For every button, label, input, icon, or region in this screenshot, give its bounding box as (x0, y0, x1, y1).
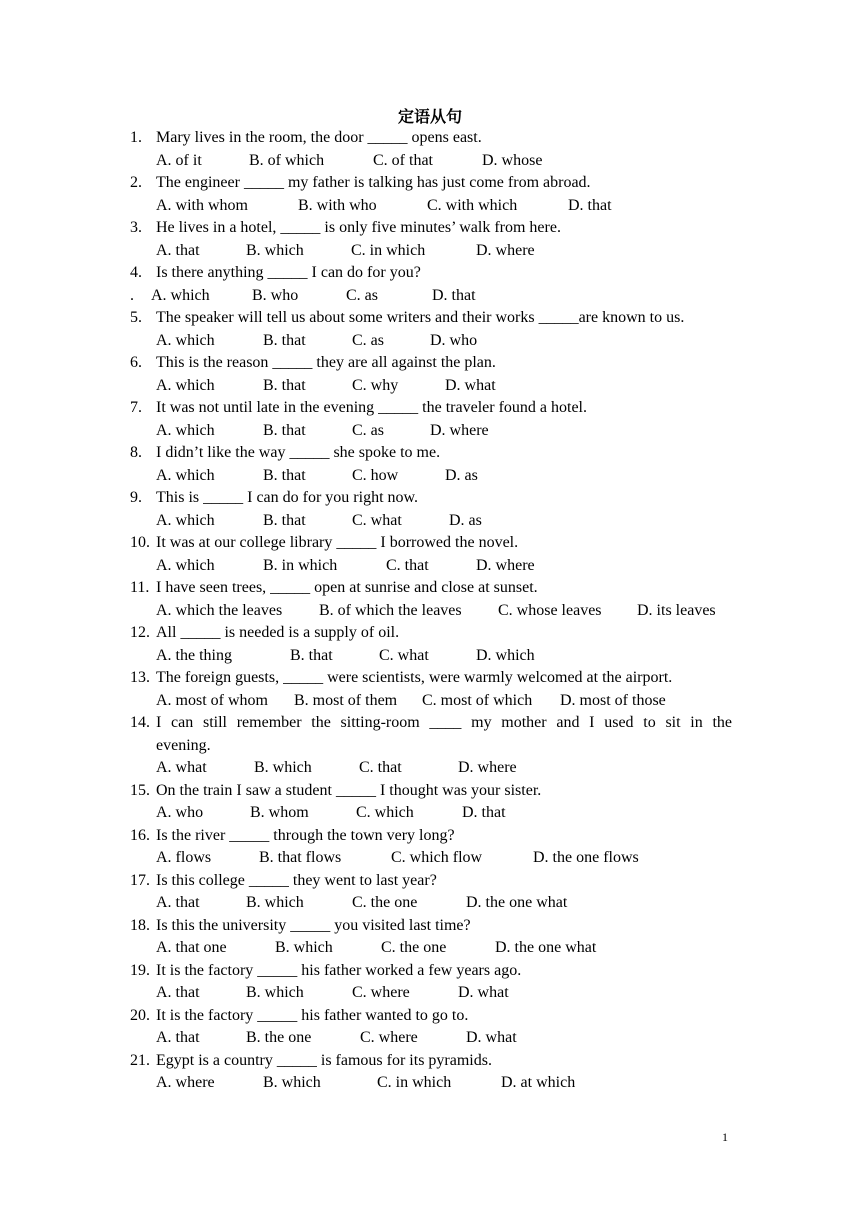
question-number: 3. (130, 219, 142, 236)
option-c: C. which (356, 804, 414, 821)
options-line (0, 757, 860, 780)
option-b: B. of which the leaves (319, 601, 462, 619)
option-c: C. most of which (422, 691, 533, 709)
options-line (0, 150, 860, 173)
answer-options (156, 330, 856, 353)
options-line (0, 892, 860, 915)
question-text: I can still remember the sitting-room ____ my mother and I used to sit in the (156, 714, 732, 731)
option-c: C. as (346, 286, 378, 304)
option-a: A. most of whom (156, 691, 268, 709)
question-number: 11. (130, 579, 150, 596)
option-a: A. flows (156, 849, 212, 866)
option-d: D. what (458, 984, 509, 1001)
option-d: D. what (445, 376, 496, 394)
question-text: It is the factory _____ his father worked a few years ago. (156, 961, 522, 979)
option-a: A. who (156, 804, 204, 821)
answer-options (156, 240, 856, 263)
answer-options (156, 420, 856, 443)
answer-options (156, 375, 856, 398)
option-d: D. whose (482, 151, 543, 169)
question-number: 12. (130, 624, 150, 641)
option-c: C. what (352, 511, 402, 529)
question-text: Is this college _____ they went to last year? (156, 871, 437, 889)
option-a: A. which (156, 556, 215, 574)
option-d: D. that (568, 196, 612, 214)
option-a: A. the thing (156, 646, 232, 664)
answer-options (156, 600, 856, 623)
option-d: D. as (445, 466, 478, 484)
option-a: A. which (156, 421, 215, 439)
option-b: B. which (246, 894, 304, 911)
option-a: A. that one (156, 939, 227, 956)
option-c: C. with which (427, 196, 518, 214)
option-c: C. the one (381, 939, 447, 956)
options-line (0, 600, 860, 623)
option-c: C. that (386, 556, 429, 574)
question-number: 20. (130, 1006, 150, 1024)
question-line (0, 487, 860, 510)
question-number: 8. (130, 444, 142, 461)
option-c: C. whose leaves (498, 601, 602, 619)
question-line (0, 780, 860, 803)
question-number: 15. (130, 781, 150, 799)
question-line (0, 577, 860, 600)
question-line (0, 712, 860, 735)
answer-options (156, 465, 856, 488)
options-line (0, 240, 860, 263)
options-line (0, 375, 860, 398)
question-text: This is the reason _____ they are all against the plan. (156, 354, 496, 371)
options-line (0, 510, 860, 533)
option-a: A. that (156, 894, 200, 911)
answer-options (156, 555, 856, 578)
option-d: D. as (449, 511, 482, 529)
answer-options (156, 1072, 856, 1095)
answer-options (156, 847, 856, 870)
option-b: B. that (290, 646, 333, 664)
option-a: A. that (156, 1029, 200, 1046)
option-a: A. what (156, 759, 207, 776)
option-d: D. that (432, 286, 476, 304)
option-b: B. the one (246, 1029, 312, 1046)
option-b: B. in which (263, 556, 338, 574)
question-text: The foreign guests, _____ were scientists, were warmly welcomed at the airport. (156, 669, 673, 686)
answer-options (156, 645, 856, 668)
answer-options (156, 892, 856, 915)
question-number: 6. (130, 354, 142, 371)
option-c: C. where (360, 1029, 418, 1046)
question-text: It was not until late in the evening _____ the traveler found a hotel. (156, 399, 587, 416)
answer-options (156, 150, 856, 173)
question-number: 19. (130, 961, 150, 979)
option-c: C. as (352, 421, 384, 439)
question-text: I didn’t like the way _____ she spoke to me. (156, 444, 441, 461)
question-number: 7. (130, 399, 142, 416)
option-c: C. why (352, 376, 399, 394)
question-number: 10. (130, 534, 150, 551)
answer-options (156, 195, 856, 218)
question-line (0, 915, 860, 938)
question-text: Is the river _____ through the town very long? (156, 826, 455, 844)
options-line (0, 645, 860, 668)
option-b: B. which (246, 984, 304, 1001)
options-line (0, 937, 860, 960)
answer-options (156, 510, 856, 533)
option-b: B. that (263, 511, 306, 529)
question-line (0, 397, 860, 420)
options-line (0, 330, 860, 353)
option-c: C. of that (373, 151, 433, 169)
question-text: It was at our college library _____ I borrowed the novel. (156, 534, 519, 551)
question-number: 9. (130, 489, 142, 506)
option-b: B. which (254, 759, 312, 776)
option-b: B. that (263, 331, 306, 349)
question-text: He lives in a hotel, _____ is only five minutes’ walk from here. (156, 219, 561, 236)
option-b: B. which (275, 939, 333, 956)
option-d: D. where (476, 241, 535, 259)
answer-options (151, 285, 851, 308)
question-text: The speaker will tell us about some writers and their works _____are known to us. (156, 309, 685, 326)
option-d: D. the one flows (533, 849, 639, 866)
option-c: C. the one (352, 894, 418, 911)
option-b: B. most of them (294, 691, 398, 709)
question-text: Is there anything _____ I can do for you? (156, 264, 421, 281)
option-b: B. that (263, 421, 306, 439)
option-a: A. with whom (156, 196, 248, 214)
option-a: A. where (156, 1074, 215, 1091)
option-c: C. as (352, 331, 384, 349)
question-text-continued: evening. (156, 736, 211, 754)
question-line (0, 870, 860, 893)
question-line (0, 960, 860, 983)
options-line (0, 195, 860, 218)
option-b: B. whom (250, 804, 309, 821)
question-text: The engineer _____ my father is talking has just come from abroad. (156, 174, 591, 191)
option-c: C. in which (351, 241, 426, 259)
option-d: D. which (476, 646, 535, 664)
question-line-continued (0, 735, 860, 758)
options-line (0, 802, 860, 825)
options-line (0, 420, 860, 443)
question-number: 5. (130, 309, 142, 326)
option-d: D. the one what (466, 894, 568, 911)
options-line (0, 1027, 860, 1050)
question-text: All _____ is needed is a supply of oil. (156, 624, 400, 641)
option-c: C. how (352, 466, 399, 484)
option-b: B. which (246, 241, 304, 259)
option-a: A. which (156, 466, 215, 484)
question-text: This is _____ I can do for you right now. (156, 489, 419, 506)
option-d: D. at which (501, 1074, 576, 1091)
option-b: B. of which (249, 151, 325, 169)
option-a: A. which (156, 376, 215, 394)
question-number: 2. (130, 174, 142, 191)
question-number: 1. (130, 129, 142, 146)
question-number: 21. (130, 1051, 150, 1069)
option-a: A. that (156, 984, 200, 1001)
option-d: D. where (430, 421, 489, 439)
question-line (0, 262, 860, 285)
question-number: 4. (130, 264, 142, 281)
question-line (0, 667, 860, 690)
page-number: 1 (722, 1130, 728, 1144)
option-a: A. which (156, 331, 215, 349)
question-number: 13. (130, 669, 150, 686)
question-text: Is this the university _____ you visited last time? (156, 916, 471, 934)
option-a: A. that (156, 241, 200, 259)
options-line (0, 690, 860, 713)
question-text: Mary lives in the room, the door _____ opens east. (156, 129, 482, 146)
option-c: C. what (379, 646, 429, 664)
question-line (0, 532, 860, 555)
option-b: B. that flows (259, 849, 342, 866)
option-b: B. which (263, 1074, 321, 1091)
answer-options (156, 1027, 856, 1050)
question-line (0, 1005, 860, 1028)
question-text: It is the factory _____ his father wanted to go to. (156, 1006, 469, 1024)
question-number: 16. (130, 826, 150, 844)
answer-options (156, 937, 856, 960)
question-text: I have seen trees, _____ open at sunrise and close at sunset. (156, 579, 538, 596)
option-d: D. the one what (495, 939, 597, 956)
option-d: D. where (476, 556, 535, 574)
options-line (0, 465, 860, 488)
option-b: B. that (263, 466, 306, 484)
option-c: C. which flow (391, 849, 483, 866)
option-c: C. where (352, 984, 410, 1001)
answer-options (156, 802, 856, 825)
question-number: 17. (130, 871, 150, 889)
page-title: 定语从句 (397, 107, 462, 126)
option-a: A. which (151, 286, 210, 304)
options-line (0, 982, 860, 1005)
options-line (0, 555, 860, 578)
option-d: D. that (462, 804, 506, 821)
option-b: B. who (252, 286, 299, 304)
option-d: D. who (430, 331, 478, 349)
question-line (0, 172, 860, 195)
option-c: C. in which (377, 1074, 452, 1091)
options-line (0, 847, 860, 870)
option-d: D. its leaves (637, 601, 716, 619)
option-a: A. which the leaves (156, 601, 283, 619)
question-line (0, 352, 860, 375)
answer-options (156, 982, 856, 1005)
question-text: On the train I saw a student _____ I thought was your sister. (156, 781, 542, 799)
options-line (0, 285, 860, 308)
question-number: 18. (130, 916, 150, 934)
option-b: B. with who (298, 196, 377, 214)
option-a: A. which (156, 511, 215, 529)
option-d: D. where (458, 759, 517, 776)
answer-options (156, 690, 856, 713)
answer-options (156, 757, 856, 780)
question-line (0, 442, 860, 465)
question-number: 14. (130, 714, 150, 731)
question-list (0, 127, 860, 1095)
option-b: B. that (263, 376, 306, 394)
question-line (0, 825, 860, 848)
question-text: Egypt is a country _____ is famous for its pyramids. (156, 1051, 492, 1069)
stray-mark: . (130, 286, 134, 304)
question-line (0, 1050, 860, 1073)
question-line (0, 217, 860, 240)
question-line (0, 307, 860, 330)
option-c: C. that (359, 759, 402, 776)
option-a: A. of it (156, 151, 202, 169)
options-line (0, 1072, 860, 1095)
question-line (0, 622, 860, 645)
option-d: D. what (466, 1029, 517, 1046)
option-d: D. most of those (560, 691, 666, 709)
question-line (0, 127, 860, 150)
